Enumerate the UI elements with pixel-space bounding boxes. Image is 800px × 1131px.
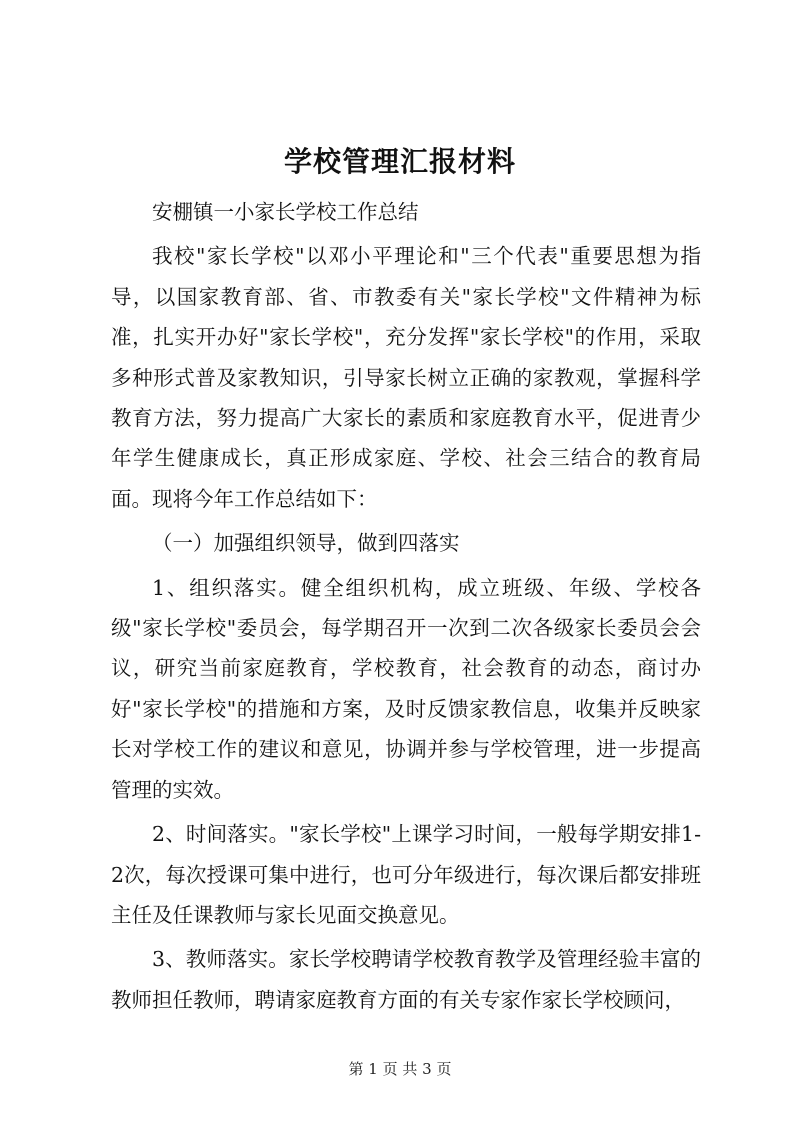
subtitle-paragraph: 安棚镇一小家长学校工作总结 xyxy=(152,200,419,224)
intro-paragraph: 我校"家长学校"以邓小平理论和"三个代表"重要思想为指导，以国家教育部、省、市教委有关"家长学校"文件精神为标准，扎实开办好"家长学校"，充分发挥"家长学校"的作用，采取多种形式普及家教知识，引导家长树立正确的家教观，掌握科学教育方法，努力提高广大家长的素质和家庭教育水平，促进青少年学生健康成长，真正形成家庭、学校、社会三结合的教育局面。现将今年工作总结如下： xyxy=(111,244,701,511)
page-title: 学校管理汇报材料 xyxy=(283,145,516,178)
organization-paragraph: 1、组织落实。健全组织机构，成立班级、年级、学校各级"家长学校"委员会，每学期召开一次到二次各级家长委员会会议，研究当前家庭教育，学校教育，社会教育的动态，商讨办好"家长学校"的措施和方案，及时反馈家教信息，收集并反映家长对学校工作的建议和意见，协调并参与学校管理，进一步提高管理的实效。 xyxy=(111,575,701,802)
teacher-paragraph: 3、教师落实。家长学校聘请学校教育教学及管理经验丰富的教师担任教师，聘请家庭教育方面的有关专家作家长学校顾问， xyxy=(111,947,701,1012)
time-paragraph: 2、时间落实。"家长学校"上课学习时间，一般每学期安排1-2次，每次授课可集中进行，也可分年级进行，每次课后都安排班主任及任课教师与家长见面交换意见。 xyxy=(111,822,701,927)
page-number-footer: 第 1 页 共 3 页 xyxy=(348,1060,452,1078)
document-body xyxy=(111,192,701,1020)
section-heading: （一）加强组织领导，做到四落实 xyxy=(152,531,460,556)
